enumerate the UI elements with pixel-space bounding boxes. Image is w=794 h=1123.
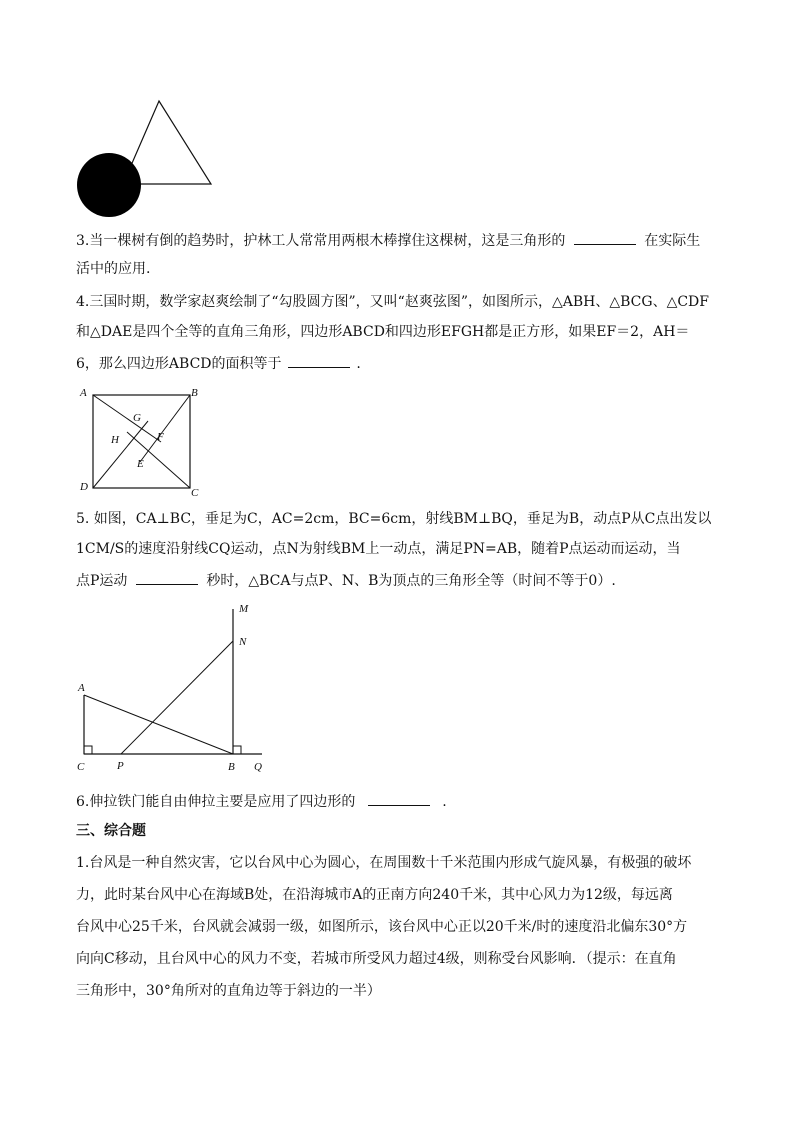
black-circle-shape — [77, 153, 141, 217]
q4-line-2: 和△DAE是四个全等的直角三角形，四边形ABCD和四边形EFGH都是正方形，如果EF＝2，AH＝ — [76, 324, 690, 340]
section-heading: 三、综合题 — [76, 823, 146, 839]
c1-line-1: 1.台风是一种自然灾害，它以台风中心为圆心，在周围数十千米范围内形成气旋风暴，有极强的破坏 — [76, 855, 692, 871]
q4-text-b: . — [356, 356, 361, 372]
q5-line-2: 1CM/S的速度沿射线CQ运动，点N为射线BM上一动点，满足PN=AB，随着P点运动而运动，当 — [76, 541, 681, 557]
q3-text-a: 3.当一棵树有倒的趋势时，护林工人常常用两根木棒撑住这棵树，这是三角形的 — [76, 233, 566, 249]
label-q: Q — [254, 761, 262, 773]
label-a: A — [80, 387, 87, 399]
c1-line-3: 台风中心25千米，台风就会减弱一级，如图所示，该台风中心正以20千米/时的速度沿北偏东30°方 — [76, 919, 688, 935]
q4-line-3 — [76, 353, 361, 373]
q6-text-a: 6.伸拉铁门能自由伸拉主要是应用了四边形的 — [76, 794, 356, 810]
c1-line-5: 三角形中，30°角所对的直角边等于斜边的一半） — [76, 983, 381, 999]
right-angle-mark-b — [233, 746, 241, 754]
q3-text-b: 在实际生 — [644, 233, 701, 249]
label-e: E — [137, 458, 144, 470]
moving-point-figure — [70, 595, 280, 777]
q6-text-b: . — [442, 794, 447, 810]
q5-text-b: 秒时，△BCA与点P、N、B为顶点的三角形全等（时间不等于0）. — [206, 573, 616, 589]
zhao-shuang-figure — [74, 382, 214, 500]
label-h: H — [111, 434, 119, 446]
label-p: P — [117, 760, 124, 772]
square-abcd — [93, 395, 190, 488]
segment-ab — [84, 695, 233, 754]
q3-line-1 — [76, 230, 700, 250]
q5-answer-blank[interactable] — [136, 570, 198, 585]
segment-d-g — [93, 421, 148, 488]
label-b: B — [228, 761, 235, 773]
label-d: D — [80, 481, 88, 493]
label-n: N — [239, 636, 247, 648]
label-f: F — [157, 431, 164, 443]
q6-line — [76, 791, 447, 811]
segment-b-e — [140, 395, 190, 462]
c1-line-2: 力，此时某台风中心在海域B处，在沿海城市A的正南方向240千米，其中心风力为12级，每远离 — [76, 887, 673, 903]
label-c: C — [191, 487, 199, 499]
label-a: A — [78, 682, 85, 694]
segment-a-f — [93, 395, 161, 442]
q3-answer-blank[interactable] — [574, 230, 636, 245]
label-g: G — [133, 412, 141, 424]
q4-text-a: 6，那么四边形ABCD的面积等于 — [76, 356, 282, 372]
label-m: M — [239, 603, 249, 615]
c1-line-4: 向向C移动，且台风中心的风力不变，若城市所受风力超过4级，则称受台风影响．（提示：在直角 — [76, 951, 677, 967]
label-b: B — [191, 387, 198, 399]
q5-line-3 — [76, 570, 616, 590]
q5-text-a: 点P运动 — [76, 573, 128, 589]
label-c: C — [77, 761, 85, 773]
q3-line-2: 活中的应用. — [76, 261, 151, 277]
circle-triangle-figure — [70, 95, 220, 225]
q6-answer-blank[interactable] — [368, 791, 430, 806]
q4-answer-blank[interactable] — [288, 353, 350, 368]
q5-line-1: 5. 如图，CA⊥BC，垂足为C，AC=2cm，BC=6cm，射线BM⊥BQ，垂足为B，动点P从C点出发以 — [76, 511, 712, 527]
right-angle-mark-c — [84, 746, 92, 754]
segment-pn — [121, 641, 233, 754]
q4-line-1: 4.三国时期，数学家赵爽绘制了“勾股圆方图”，又叫“赵爽弦图”，如图所示，△ABH、△BCG、△CDF — [76, 294, 709, 310]
